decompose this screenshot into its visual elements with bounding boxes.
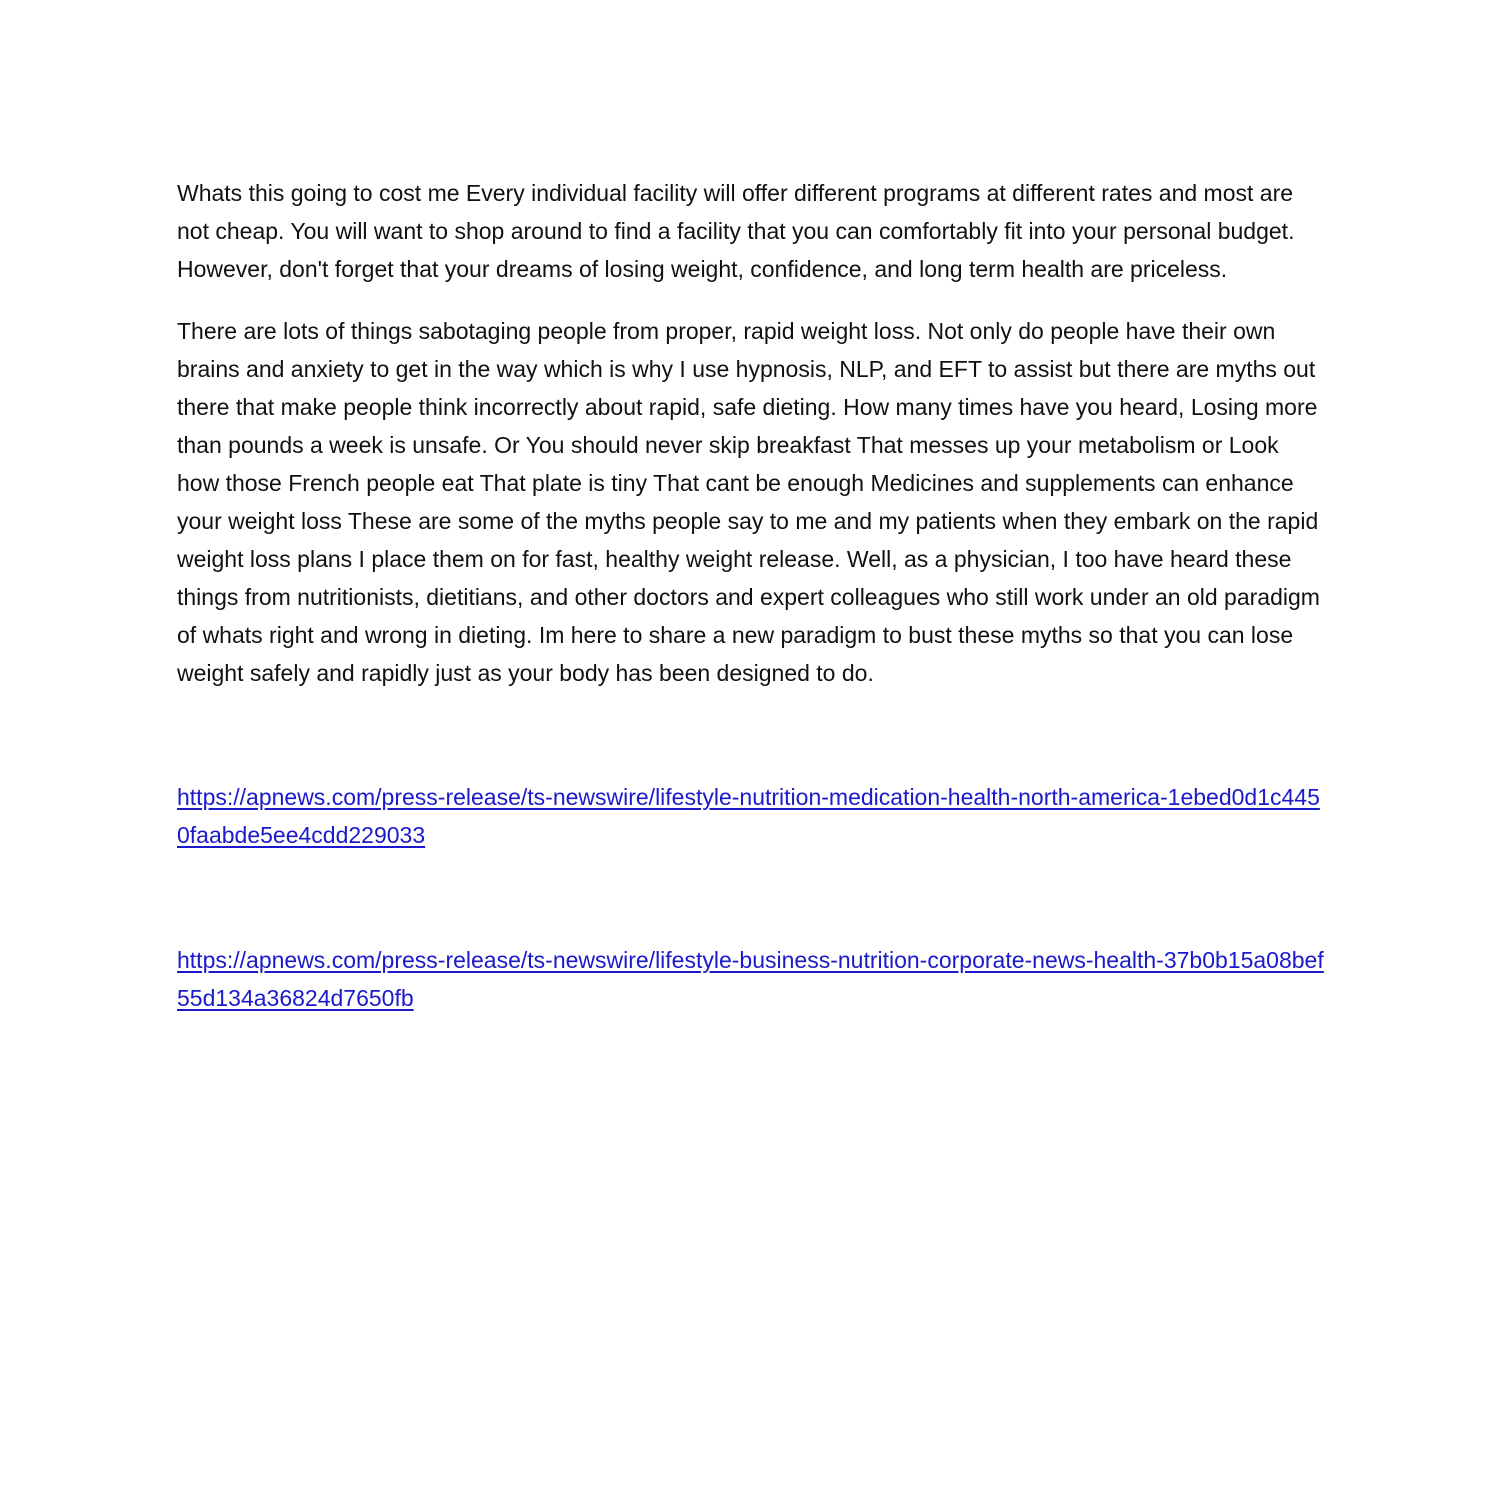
link-block-2: [177, 941, 1327, 1017]
link-block-1: [177, 778, 1327, 854]
apnews-link-2[interactable]: https://apnews.com/press-release/ts-newswire/lifestyle-business-nutrition-corporate-news-health-37b0b15a08bef55d134a36824d7650fb: [177, 947, 1324, 1011]
paragraph-myths: There are lots of things sabotaging people from proper, rapid weight loss. Not only do people have their own brains and anxiety to get in the way which is why I use hypnosis, NLP, and EFT to assist but there are myths out there that make people think incorrectly about rapid, safe dieting. How many times have you heard, Losing more than pounds a week is unsafe. Or You should never skip breakfast That messes up your metabolism or Look how those French people eat That plate is tiny That cant be enough Medicines and supplements can enhance your weight loss These are some of the myths people say to me and my patients when they embark on the rapid weight loss plans I place them on for fast, healthy weight release. Well, as a physician, I too have heard these things from nutritionists, dietitians, and other doctors and expert colleagues who still work under an old paradigm of whats right and wrong in dieting. Im here to share a new paradigm to bust these myths so that you can lose weight safely and rapidly just as your body has been designed to do.: [177, 318, 1320, 686]
document-body: [177, 174, 1327, 1017]
paragraph-cost: Whats this going to cost me Every individual facility will offer different programs at different rates and most are not cheap. You will want to shop around to find a facility that you can comfortably fit into your personal budget. However, don't forget that your dreams of losing weight, confidence, and long term health are priceless.: [177, 180, 1295, 282]
apnews-link-1[interactable]: https://apnews.com/press-release/ts-newswire/lifestyle-nutrition-medication-health-north-america-1ebed0d1c4450faabde5ee4cdd229033: [177, 784, 1320, 848]
